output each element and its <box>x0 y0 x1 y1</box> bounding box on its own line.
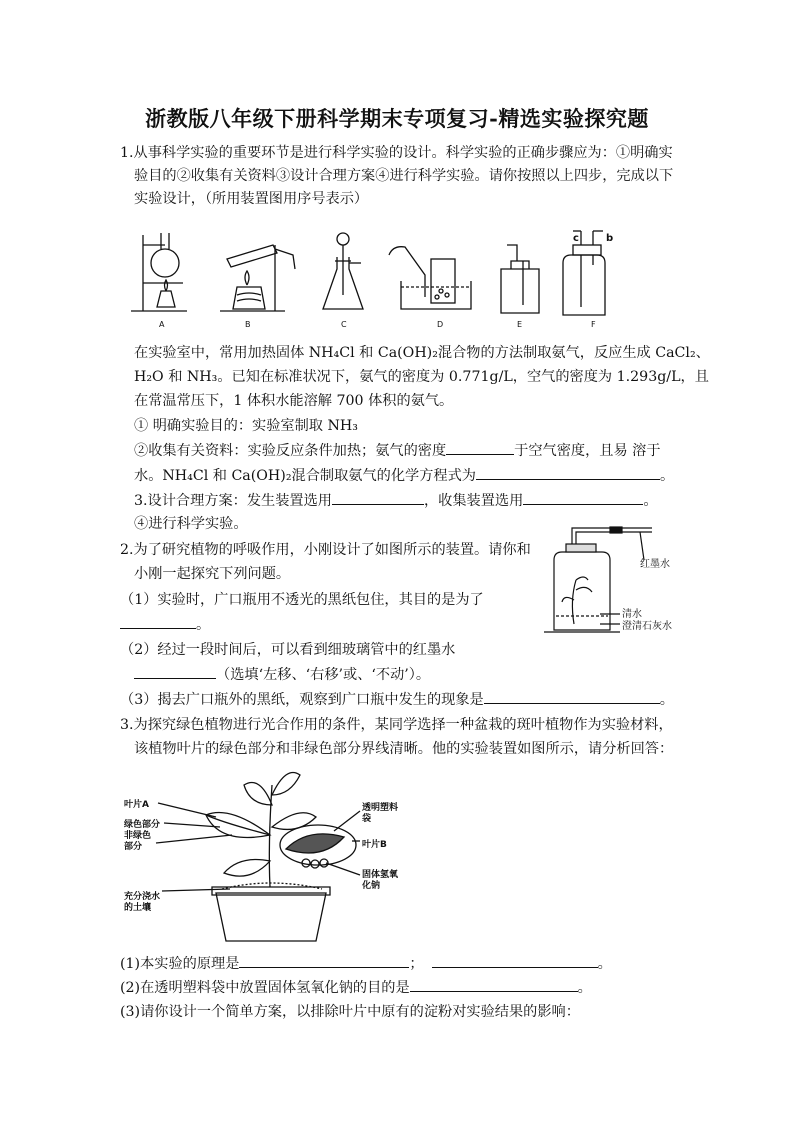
green-part-label: 绿色部分 <box>124 820 161 830</box>
label-e: E <box>517 320 523 329</box>
q3-answer-2 <box>120 977 592 998</box>
q1-step-2-cont-text: 水。NH₄Cl 和 Ca(OH)₂混合制取氨气的化学方程式为 <box>134 468 476 484</box>
q3-answer-3: (3)请你设计一个简单方案，以排除叶片中原有的淀粉对实验结果的影响： <box>120 1004 580 1020</box>
bag-label-1: 透明塑料 <box>362 803 399 813</box>
apparatus-b <box>220 245 295 311</box>
label-d: D <box>437 320 444 329</box>
equation-blank[interactable] <box>476 465 660 480</box>
naoh-purpose-blank[interactable] <box>410 977 578 992</box>
q1-step-2-cont <box>134 465 674 486</box>
q2-line-1: 2.为了研究植物的呼吸作用，小刚设计了如图所示的装置。请你和 <box>120 542 531 558</box>
generator-blank[interactable] <box>332 490 424 505</box>
apparatus-d <box>389 247 471 309</box>
page-title: 浙教版八年级下册科学期末专项复习-精选实验探究题 <box>145 106 649 131</box>
q1-step-3-text: 3.设计合理方案：发生装置选用 <box>134 493 332 509</box>
movement-blank[interactable] <box>134 664 216 679</box>
q1-line-1: 1.从事科学实验的重要环节是进行科学实验的设计。科学实验的正确步骤应为：①明确实 <box>120 145 673 161</box>
non-green-label-2: 部分 <box>124 842 143 852</box>
q2-part-2-answer <box>134 664 430 685</box>
q1-step-3-end: 。 <box>643 493 658 509</box>
q1-info-3: 在常温常压下，1 体积水能溶解 700 体积的氨气。 <box>134 393 454 409</box>
q1-step-2-text-b: 于空气密度，且易 溶于 <box>514 443 661 459</box>
water-label: 清水 <box>622 609 642 620</box>
apparatus-e <box>501 245 539 313</box>
q2-part-3-end: 。 <box>659 692 674 708</box>
limewater-label: 澄清石灰水 <box>622 621 672 632</box>
apparatus-c <box>323 233 363 309</box>
q3-answer-2-text: (2)在透明塑料袋中放置固体氢氧化钠的目的是 <box>120 980 410 996</box>
q3-line-1: 3.为探究绿色植物进行光合作用的条件，某同学选择一种盆栽的斑叶植物作为实验材料， <box>120 717 673 733</box>
q1-step-2-text: ②收集有关资料：实验反应条件加热；氨气的密度 <box>134 443 447 459</box>
q3-answer-1-end: 。 <box>597 956 612 972</box>
q3-line-2: 该植物叶片的绿色部分和非绿色部分界线清晰。他的实验装置如图所示，请分析回答： <box>134 741 674 757</box>
port-c-label: c <box>573 233 579 244</box>
red-ink-label: 红墨水 <box>640 559 670 570</box>
plant-figure <box>120 765 420 945</box>
purpose-blank[interactable] <box>120 614 196 629</box>
q3-answer-1 <box>120 953 612 974</box>
q1-line-3: 实验设计，（所用装置图用序号表示） <box>134 191 369 207</box>
q2-part-2-choices: （选填‘左移、‘右移’或、‘不动’）。 <box>216 667 431 683</box>
naoh-label-1: 固体氢氧 <box>362 870 399 880</box>
port-b-label: b <box>606 233 614 244</box>
label-a: A <box>159 320 165 329</box>
q2-part-2: （2）经过一段时间后，可以看到细玻璃管中的红墨水 <box>120 642 456 658</box>
principle-blank-1[interactable] <box>239 953 409 968</box>
q1-step-2 <box>134 440 661 461</box>
q1-step-3 <box>134 490 658 511</box>
phenomenon-blank[interactable] <box>484 689 660 704</box>
q1-info-1: 在实验室中，常用加热固体 NH₄Cl 和 Ca(OH)₂混合物的方法制取氨气，反应生成 CaCl₂、 <box>134 345 710 361</box>
apparatus-figure <box>125 225 615 335</box>
q2-part-1-answer <box>120 614 210 635</box>
q2-line-2: 小刚一起探究下列问题。 <box>134 566 291 582</box>
apparatus-a <box>131 233 187 311</box>
q2-part-1: （1）实验时，广口瓶用不透光的黑纸包住，其目的是为了 <box>120 592 484 608</box>
q2-part-1-end: 。 <box>196 617 211 633</box>
q1-step-1: ① 明确实验目的：实验室制取 NH₃ <box>134 418 358 434</box>
label-f: F <box>591 320 596 329</box>
q3-answer-1-text: (1)本实验的原理是 <box>120 956 240 972</box>
q2-part-3 <box>120 689 674 710</box>
naoh-label-2: 化钠 <box>362 881 381 891</box>
q1-info-2: H₂O 和 NH₃。已知在标准状况下，氨气的密度为 0.771g/L，空气的密度为 1.293g/L，且 <box>134 369 709 385</box>
q1-step-4: ④进行科学实验。 <box>134 516 248 532</box>
density-blank[interactable] <box>446 440 514 455</box>
q2-part-3-text: （3）揭去广口瓶外的黑纸，观察到广口瓶中发生的现象是 <box>120 692 484 708</box>
label-c: C <box>341 320 347 329</box>
q3-answer-2-end: 。 <box>577 980 592 996</box>
q3-answer-1-sep: ； <box>409 956 424 972</box>
bag-label-2: 袋 <box>362 814 372 824</box>
principle-blank-2[interactable] <box>432 953 598 968</box>
leaf-b-label: 叶片B <box>362 840 387 850</box>
soil-label-2: 的土壤 <box>124 903 152 913</box>
apparatus-f <box>563 231 605 315</box>
q1-step-2-end: 。 <box>659 468 675 484</box>
non-green-label-1: 非绿色 <box>124 831 152 841</box>
soil-label-1: 充分浇水 <box>124 892 161 902</box>
collector-blank[interactable] <box>523 490 643 505</box>
q1-line-2: 验目的②收集有关资料③设计合理方案④进行科学实验。请你按照以上四步，完成以下 <box>134 168 674 184</box>
q1-step-3-text-b: ，收集装置选用 <box>423 493 524 509</box>
label-b: B <box>245 320 251 329</box>
leaf-a-label: 叶片A <box>124 800 149 810</box>
